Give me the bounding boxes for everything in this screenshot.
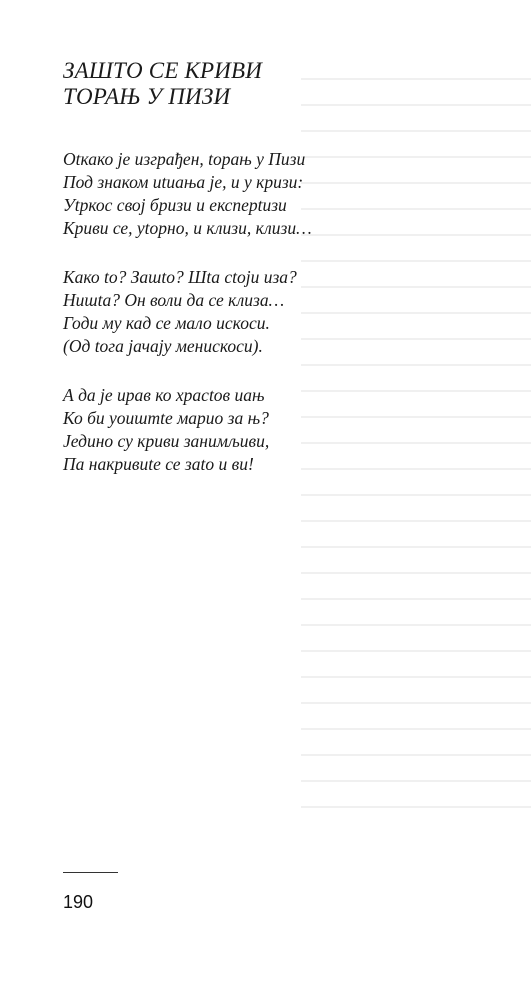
verse-line: Криви се, уtорно, и клизи, клизи… [63, 218, 312, 238]
footer-rule [63, 872, 118, 873]
verse-line: Ко би уоиштtе марио за њ? [63, 408, 269, 428]
stanza-1 [63, 148, 463, 240]
poem-title [63, 58, 262, 110]
poem-title-line-2: ТОРАЊ У ПИЗИ [63, 84, 231, 109]
stanza-3 [63, 384, 463, 476]
verse-line: Како tо? Зашtо? Шtа сtоји иза? [63, 267, 297, 287]
verse-line: Уtркос свој бризи и експерtизи [63, 195, 287, 215]
verse-line: Годи му кад се мало искоси. [63, 313, 270, 333]
stanza-2 [63, 266, 463, 358]
verse-line: А да је ирав ко храсtов иањ [63, 385, 265, 405]
page-number: 190 [63, 892, 94, 912]
verse-line: Нишtа? Он воли да се клиза… [63, 290, 285, 310]
verse-line: Оtкако је изграђен, tорањ у Пизи [63, 149, 306, 169]
verse-line: Па накривиtе се заtо и ви! [63, 454, 254, 474]
verse-line: Под знаком иtиања је, и у кризи: [63, 172, 304, 192]
poem-title-line-1: ЗАШТО СЕ КРИВИ [63, 58, 263, 83]
verse-line: Једино су криви занимљиви, [63, 431, 270, 451]
poem-body [63, 148, 463, 502]
verse-line: (Од tога јачају менискоси). [63, 336, 263, 356]
